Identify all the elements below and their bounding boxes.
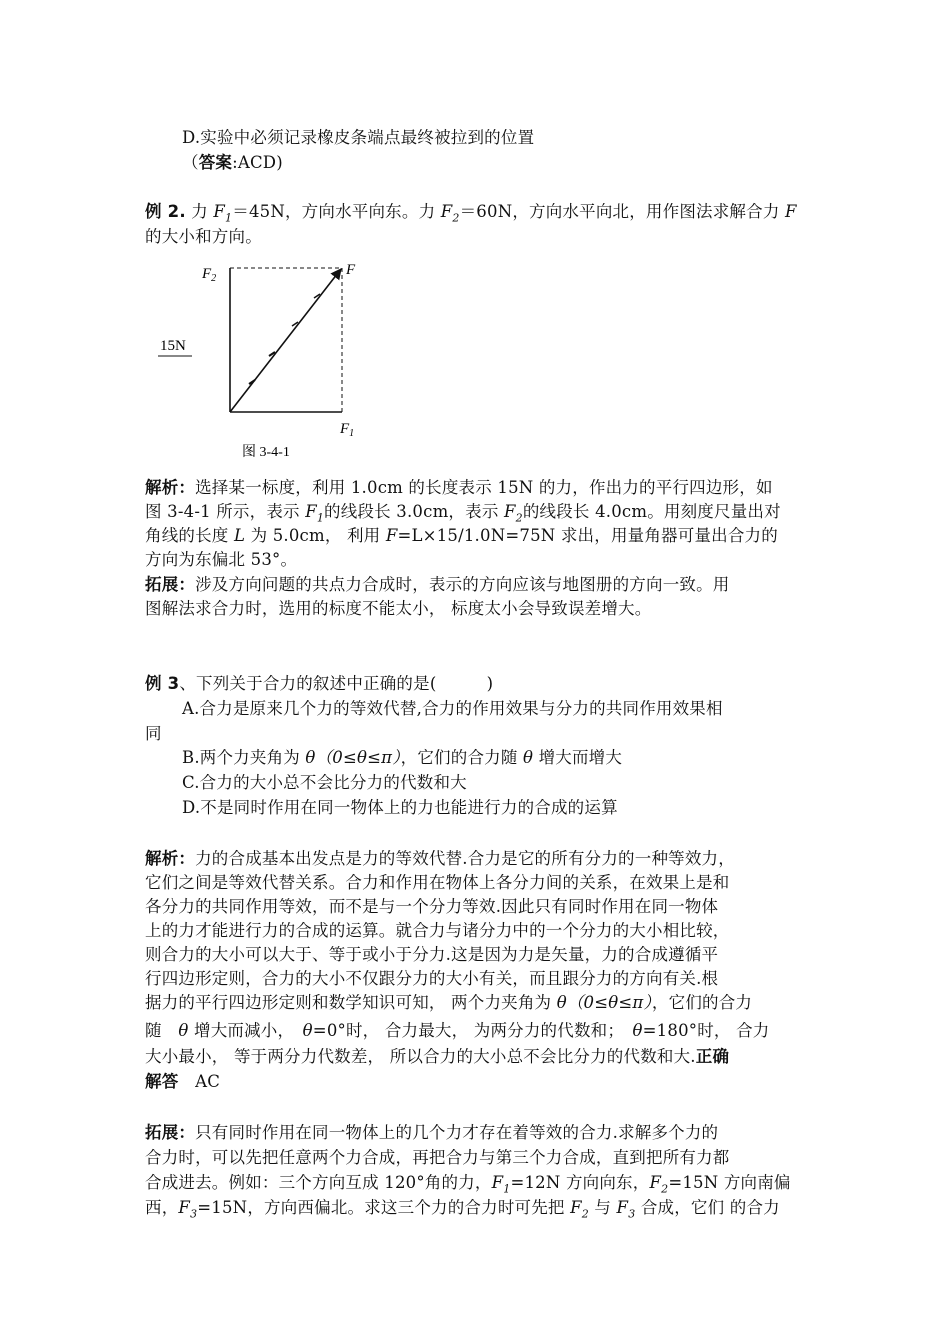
ext-label: 拓展： <box>145 575 196 594</box>
text-span: =L×15/1.0N=75N 求出，用量角器可量出合力的 <box>397 526 778 545</box>
text-span: 的线段长 4.0cm。用刻度尺量出对 <box>522 502 781 521</box>
option-b-line <box>182 746 622 770</box>
text-span: 力的合成基本出发点是力的等效代替.合力是它的所有分力的一种等效力， <box>195 849 735 868</box>
ex3-analysis-line8 <box>145 1019 769 1043</box>
symbol-f: F <box>784 202 797 221</box>
answer-value: :ACD) <box>232 153 283 172</box>
example2-label: 例 2. <box>145 202 186 221</box>
text-span: =12N 方向向东， <box>510 1173 650 1192</box>
text-span: =15N，方向西偏北。求这三个力的合力时可先把 <box>197 1198 571 1217</box>
text-span: 力 <box>185 202 214 221</box>
ex2-ext-line2: 图解法求合力时，选用的标度不能太小， 标度太小会导致误差增大。 <box>145 599 652 618</box>
ex3-analysis-line6: 行四边形定则，合力的大小不仅跟分力的大小有关，而且跟分力的方向有关.根 <box>145 969 719 988</box>
subscript: 1 <box>225 211 233 225</box>
correct-label-part1: 正确 <box>695 1047 730 1066</box>
analysis-label: 解析： <box>145 849 196 868</box>
theta-range: （0≤θ≤π） <box>315 748 401 767</box>
symbol-f: F <box>649 1173 662 1192</box>
ex2-analysis-line3 <box>145 524 778 548</box>
text-span: ，它们的合力 <box>651 993 753 1012</box>
ex3-analysis-line10 <box>145 1070 220 1094</box>
text-span: 合成，它们 的合力 <box>635 1198 780 1217</box>
text-span: =180°时， 合力 <box>642 1021 770 1040</box>
text-span: 涉及方向问题的共点力合成时，表示的方向应该与地图册的方向一致。用 <box>195 575 730 594</box>
ext-label: 拓展： <box>145 1123 196 1142</box>
symbol-f: F <box>440 202 453 221</box>
ex3-ext-line2: 合力时，可以先把任意两个力合成，再把合力与第三个力合成，直到把所有力都 <box>145 1148 730 1167</box>
text-span: 图 3-4-1 所示，表示 <box>145 502 306 521</box>
option-a-line1: A.合力是原来几个力的等效代替,合力的作用效果与分力的共同作用效果相 <box>182 699 723 718</box>
text-span: 随 <box>145 1021 179 1040</box>
ex3-analysis-line1 <box>145 847 735 871</box>
ex3-analysis-line9 <box>145 1045 729 1069</box>
theta-range: （0≤θ≤π） <box>566 993 652 1012</box>
option-a-line2: 同 <box>145 724 162 743</box>
symbol-f: F <box>491 1173 504 1192</box>
text-span: =0°时， 合力最大， 为两分力的代数和； <box>312 1021 633 1040</box>
ex2-analysis-line1 <box>145 476 773 500</box>
text-span: 增大而增大 <box>533 748 623 767</box>
resultant-vector <box>230 269 341 412</box>
text-span: 大小最小， 等于两分力代数差， 所以合力的大小总不会比分力的代数和大. <box>145 1047 696 1066</box>
answer-label: 答案 <box>198 153 233 172</box>
example3-label: 例 3 <box>145 674 180 693</box>
symbol-l: L <box>233 526 246 545</box>
force-parallelogram-figure <box>150 258 370 463</box>
symbol-f: F <box>305 502 317 521</box>
text-span: 只有同时作用在同一物体上的几个力才存在着等效的合力.求解多个力的 <box>195 1123 719 1142</box>
text-span: 为 5.0cm， 利用 <box>245 526 386 545</box>
symbol-theta: θ <box>556 993 567 1012</box>
subscript: 2 <box>661 1182 669 1196</box>
answer-line <box>182 151 283 175</box>
text-span: 据力的平行四边形定则和数学知识可知， 两个力夹角为 <box>145 993 557 1012</box>
scale-label: 15N <box>160 338 186 354</box>
text-span: ＝45N，方向水平向东。力 <box>232 202 441 221</box>
ex3-analysis-line3: 各分力的共同作用等效，而不是与一个分力等效.因此只有同时作用在同一物体 <box>145 897 719 916</box>
ex2-analysis-line4: 方向为东偏北 53°。 <box>145 550 298 569</box>
analysis-label: 解析： <box>145 478 196 497</box>
example3-question <box>145 672 493 696</box>
text-span: 西， <box>145 1198 179 1217</box>
symbol-theta: θ <box>302 1021 313 1040</box>
subscript: 3 <box>190 1207 198 1221</box>
symbol-theta: θ <box>523 748 534 767</box>
text-span: ，它们的合力随 <box>400 748 523 767</box>
figure-caption: 图 3-4-1 <box>242 445 290 460</box>
symbol-f: F <box>178 1198 191 1217</box>
subscript: 2 <box>452 211 460 225</box>
label-f: F <box>346 262 356 278</box>
text-span: B.两个力夹角为 <box>182 748 306 767</box>
symbol-f: F <box>213 202 226 221</box>
text-span: =15N 方向南偏 <box>668 1173 791 1192</box>
subscript: 1 <box>316 511 325 525</box>
subscript: 1 <box>503 1182 511 1196</box>
option-d-line: D.实验中必须记录橡皮条端点最终被拉到的位置 <box>182 128 535 147</box>
text-span: 选择某一标度，利用 1.0cm 的长度表示 15N 的力，作出力的平行四边形，如 <box>195 478 773 497</box>
text-span: ＝60N，方向水平向北，用作图法求解合力 <box>459 202 785 221</box>
symbol-f: F <box>385 526 398 545</box>
ex3-analysis-line5: 则合力的大小可以大于、等于或小于分力.这是因为力是矢量，力的合成遵循平 <box>145 945 719 964</box>
symbol-theta: θ <box>305 748 316 767</box>
ex3-ext-line4 <box>145 1196 780 1226</box>
text-span: 角线的长度 <box>145 526 234 545</box>
text-span: 、下列关于合力的叙述中正确的是( ) <box>179 674 494 693</box>
ex3-analysis-line2: 它们之间是等效代替关系。合力和作用在物体上各分力间的关系，在效果上是和 <box>145 873 730 892</box>
subscript: 3 <box>628 1207 636 1221</box>
subscript: 2 <box>581 1207 589 1221</box>
text-span: 的线段长 3.0cm，表示 <box>324 502 504 521</box>
symbol-f: F <box>616 1198 629 1217</box>
text-span: 增大而减小， <box>188 1021 303 1040</box>
symbol-theta: θ <box>632 1021 643 1040</box>
option-d3-line: D.不是同时作用在同一物体上的力也能进行力的合成的运算 <box>182 798 618 817</box>
ex3-analysis-line4: 上的力才能进行力的合成的运算。就合力与诸分力中的一个分力的大小相比较， <box>145 921 730 940</box>
symbol-f: F <box>503 502 516 521</box>
correct-answer: AC <box>178 1072 221 1091</box>
correct-label-part2: 解答 <box>145 1072 179 1091</box>
ex3-ext-line1 <box>145 1121 718 1145</box>
option-c-line: C.合力的大小总不会比分力的代数和大 <box>182 773 467 792</box>
ex3-analysis-line7 <box>145 991 752 1015</box>
text-span: 与 <box>588 1198 617 1217</box>
symbol-theta: θ <box>178 1021 189 1040</box>
text-span: 合成进去。例如：三个方向互成 120°角的力， <box>145 1173 492 1192</box>
ex2-ext-line1 <box>145 573 730 597</box>
subscript: 2 <box>515 511 523 525</box>
symbol-f: F <box>570 1198 582 1217</box>
answer-open: （ <box>182 153 199 172</box>
label-f2: $F_2$ <box>202 266 217 284</box>
example2-line2: 的大小和方向。 <box>145 227 262 246</box>
label-f1: $F_1$ <box>340 421 355 439</box>
